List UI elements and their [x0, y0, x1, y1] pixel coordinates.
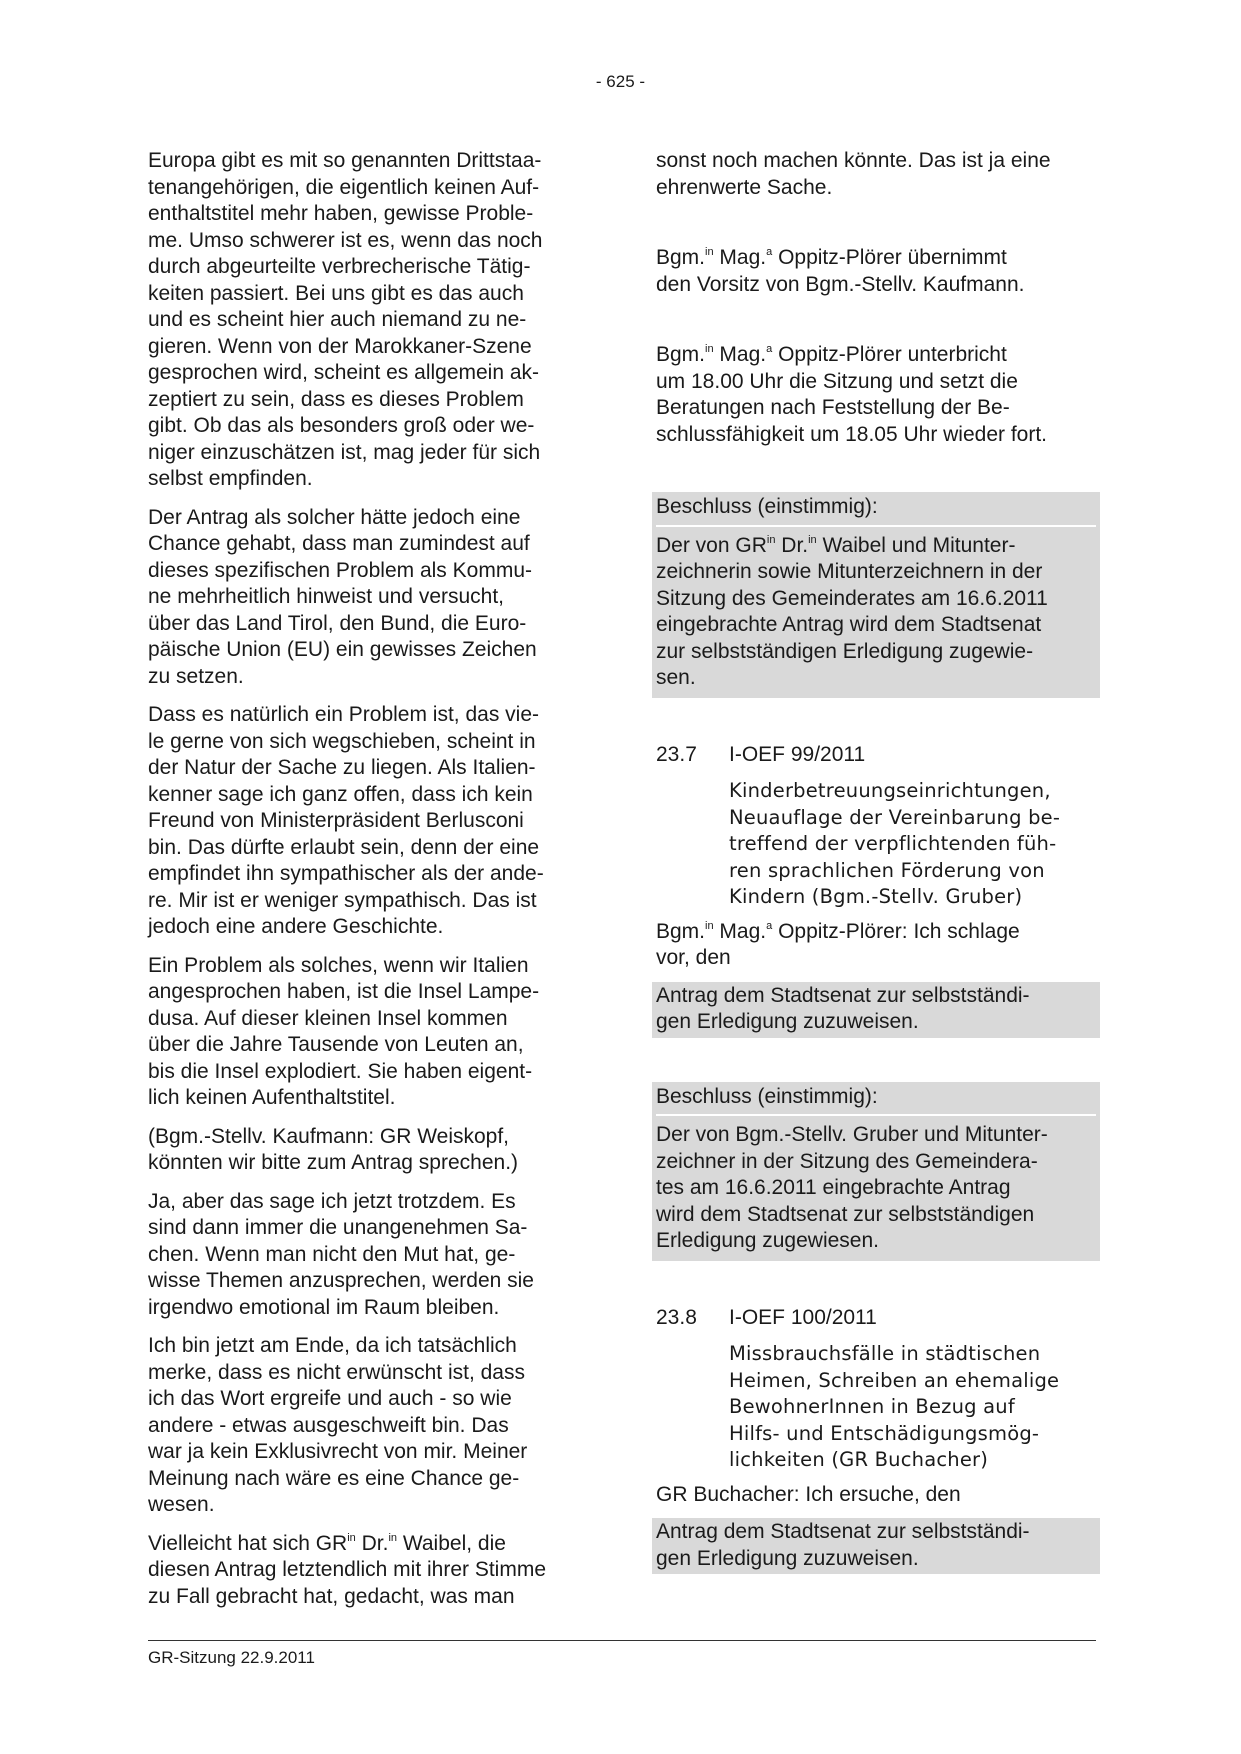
footer-session-date: GR-Sitzung 22.9.2011 — [148, 1648, 315, 1667]
agenda-item-code: I-OEF 99/2011 — [729, 742, 866, 766]
decision-text: Der von Bgm.-Stellv. Gruber und Mitunter- zeichner in der Sitzung des Gemeindera- tes am 16.6.2011 eingebrachte Antrag wird dem Stadtsenat zur selbstständigen Erledigung zugewiesen. — [656, 1123, 1048, 1252]
agenda-item-code: I-OEF 100/2011 — [729, 1305, 877, 1329]
agenda-item-number: 23.8 — [656, 1305, 697, 1329]
paragraph: Ja, aber das sage ich jetzt trotzdem. Es sind dann immer die unangenehmen Sa- chen. Wenn man nicht den Mut hat, ge- wisse Themen anzusprechen, werden sie irgendwo emotional im Raum bleiben. — [148, 1189, 534, 1319]
page-number: - 625 - — [595, 72, 646, 91]
footer-divider — [148, 1640, 1096, 1641]
paragraph: Europa gibt es mit so genannten Drittstaa- tenangehörigen, die eigentlich keinen Auf- enthaltstitel mehr haben, gewisse Proble- me. Umso schwerer ist es, wenn das noch durch abgeurteilte verbrecherische Tätig- keiten passiert. Bei uns gibt es das auch und es scheint hier auch niemand zu ne- gieren. Wenn von der Marokkaner-Szene gesprochen wird, scheint es allgemein ak- zeptiert zu sein, dass es dieses Problem gibt. Ob das als besonders groß oder we- niger einzuschätzen ist, mag jeder für sich selbst empfinden. — [148, 149, 543, 490]
agenda-item-number: 23.7 — [656, 742, 697, 766]
paragraph: Ein Problem als solches, wenn wir Italien angesprochen haben, ist die Insel Lampe- dusa. Auf dieser kleinen Insel kommen über die Jahre Tausende von Leuten an, bis die Insel explodiert. Sie haben eigent- lich keinen Aufenthaltstitel. — [148, 953, 540, 1109]
decision-box — [652, 1082, 1100, 1261]
proposal-box: Antrag dem Stadtsenat zur selbstständi- gen Erledigung zuzuweisen. — [652, 982, 1100, 1038]
chair-note: Bgm.$^{in}$ Mag.$^a$ Oppitz-Plörer übernimmt den Vorsitz von Bgm.-Stellv. Kaufmann. — [656, 246, 1025, 296]
chair-note: Bgm.$^{in}$ Mag.$^a$ Oppitz-Plörer unterbricht um 18.00 Uhr die Sitzung und setzt die Beratungen nach Feststellung der Be- schlussfähigkeit um 18.05 Uhr wieder fort. — [656, 343, 1048, 446]
paragraph: Ich bin jetzt am Ende, da ich tatsächlich merke, dass es nicht erwünscht ist, dass ich das Wort ergreife und auch - so wie andere - etwas ausgeschweift bin. Das war ja kein Exklusivrecht von mir. Meiner Meinung nach wäre es eine Chance ge- wesen. — [148, 1334, 528, 1516]
agenda-item-title: Missbrauchsfälle in städtischen Heimen, Schreiben an ehemalige BewohnerInnen in Bezug auf Hilfs- und Entschädigungsmög- lichkeiten (GR Buchacher) — [729, 1342, 1060, 1471]
paragraph: Dass es natürlich ein Problem ist, das vie- le gerne von sich wegschieben, scheint in der Natur der Sache zu liegen. Als Italien- kenner sage ich ganz offen, dass ich kein Freund von Ministerpräsident Berlusconi bin. Das dürfte erlaubt sein, denn der eine empfindet ihn sympathischer als der ande- re. Mir ist er weniger sympathisch. Das ist jedoch eine andere Geschichte. — [148, 703, 544, 938]
left-column — [148, 148, 588, 1610]
speaker-line: GR Buchacher: Ich ersuche, den — [656, 1482, 961, 1506]
paragraph: Der Antrag als solcher hätte jedoch eine Chance gehabt, dass man zumindest auf dieses spezifischen Problem als Kommu- ne mehrheitlich hinweist und versucht, über das Land Tirol, den Bund, die Euro- päische Union (EU) ein gewisses Zeichen zu setzen. — [148, 505, 537, 688]
decision-text: Der von $GR^{in}$ Dr.$^{in}$ Waibel und Mitunter- zeichnerin sowie Mitunterzeichnern in der Sitzung des Gemeinderates am 16.6.2011 eingebrachte Antrag wird dem Stadtsenat zur selbstständigen Erledigung zugewie- sen. — [656, 533, 1048, 689]
agenda-item-title: Kinderbetreuungseinrichtungen, Neuauflage der Vereinbarung be- treffend der verpflichtenden füh- ren sprachlichen Förderung von Kindern (Bgm.-Stellv. Gruber) — [729, 779, 1061, 908]
paragraph: sonst noch machen könnte. Das ist ja eine ehrenwerte Sache. — [656, 149, 1051, 199]
agenda-item-header — [656, 742, 1096, 769]
speaker-line: Bgm.$^{in}$ Mag.$^a$ Oppitz-Plörer: Ich schlage vor, den — [656, 919, 1020, 969]
paragraph: Vielleicht hat sich $GR^{in}$ Dr.$^{in}$ Waibel, die diesen Antrag letztendlich mit ihrer Stimme zu Fall gebracht hat, gedacht, was man — [148, 1531, 547, 1608]
proposal-box: Antrag dem Stadtsenat zur selbstständi- gen Erledigung zuzuweisen. — [652, 1518, 1100, 1574]
paragraph: (Bgm.-Stellv. Kaufmann: GR Weiskopf, könnten wir bitte zum Antrag sprechen.) — [148, 1124, 519, 1174]
right-column — [656, 148, 1096, 1574]
decision-heading: Beschluss (einstimmig): — [656, 492, 1096, 527]
decision-heading: Beschluss (einstimmig): — [656, 1082, 1096, 1117]
agenda-item-header — [656, 1305, 1096, 1332]
decision-box — [652, 492, 1100, 698]
